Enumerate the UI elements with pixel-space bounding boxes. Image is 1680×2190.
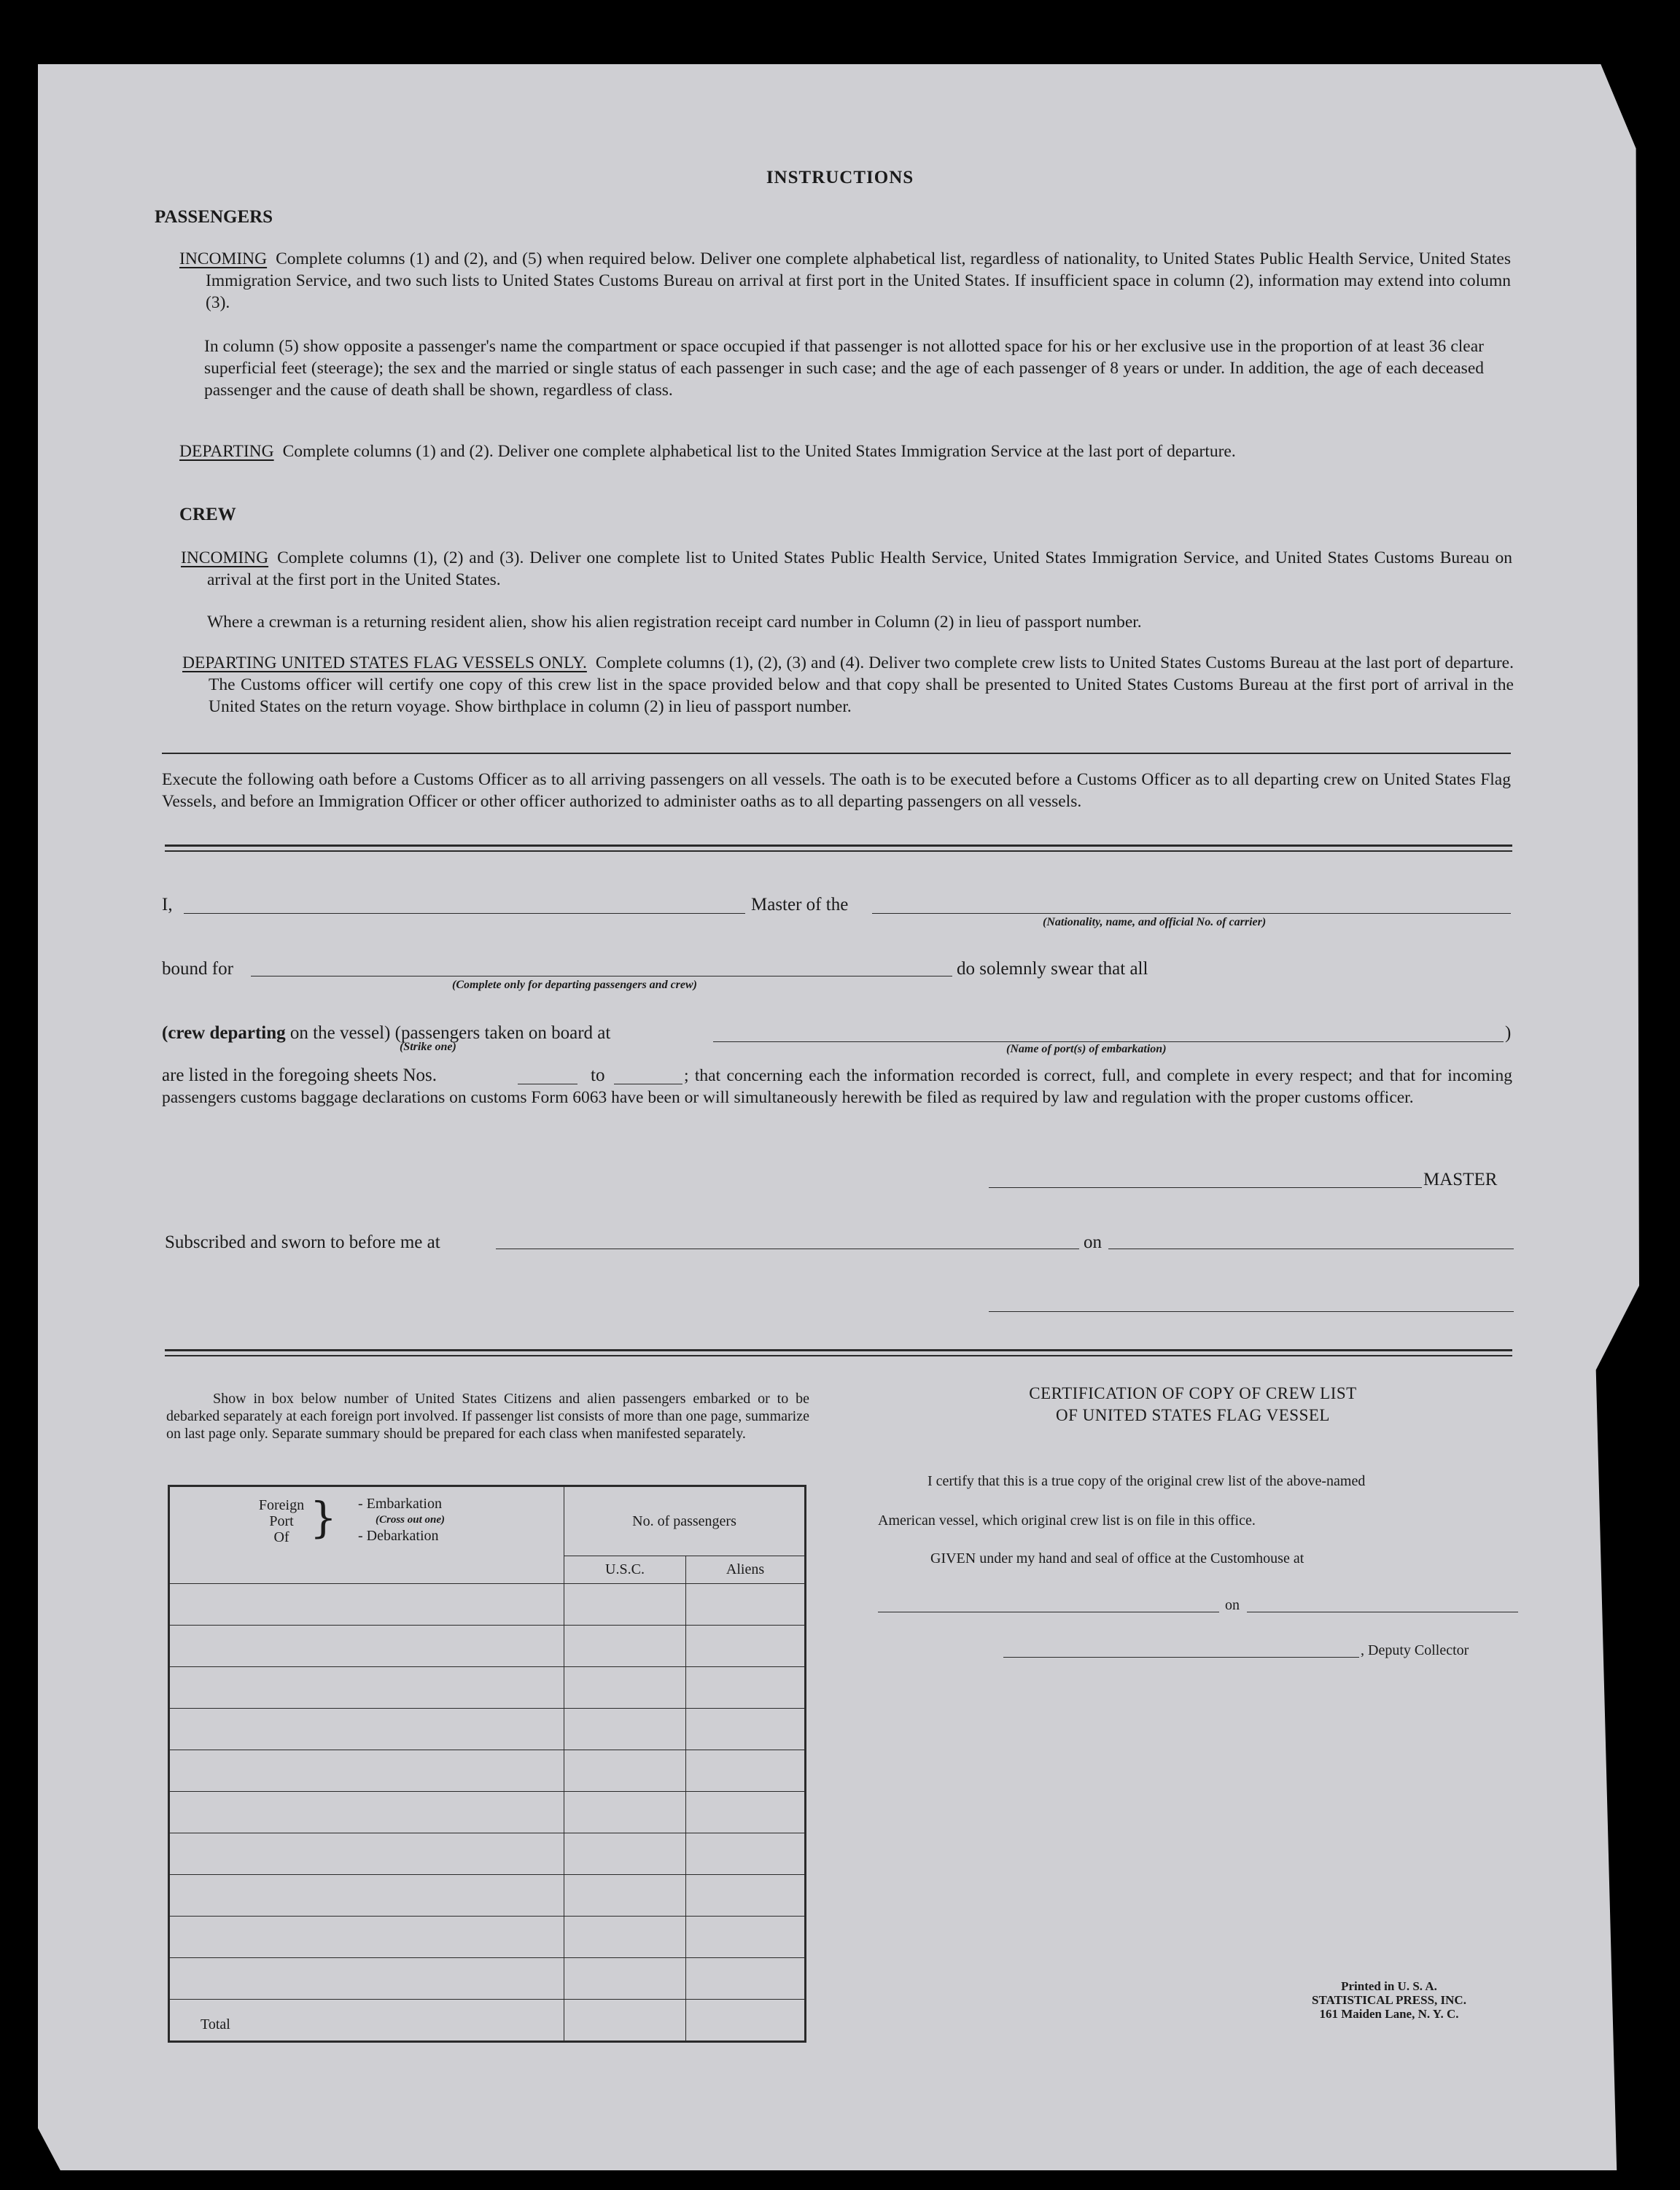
port-cell[interactable]	[169, 1833, 564, 1875]
port-cell[interactable]	[169, 1917, 564, 1958]
passengers-taken-option: (passengers taken on board at	[394, 1023, 611, 1043]
printer-line3: 161 Maiden Lane, N. Y. C.	[1319, 2007, 1459, 2021]
passengers-incoming-text: Complete columns (1) and (2), and (5) when required below. Deliver one complete alphabetical list, regardless of nationality, to United States Public Health Service, United States Immigration Service, and two such lists to United States Customs Bureau on arrival at first port in the United States. If insufficient space in column (2), information may extend into column (3).	[206, 249, 1511, 312]
port-cell[interactable]	[169, 1626, 564, 1667]
port-label-3: Of	[273, 1529, 289, 1545]
summary-total-row	[169, 2000, 806, 2042]
cross-out-label: (Cross out one)	[376, 1514, 446, 1526]
usc-cell[interactable]	[564, 1833, 686, 1875]
deputy-signature-field[interactable]	[1003, 1657, 1359, 1658]
listed-rest-text: ; that concerning each the information recorded is correct, full, and complete in every respect; and that for incoming passengers customs baggage declarations on customs Form 6063 have been or will simultaneously herewith be filed as required by law and regulation with the proper customs officer.	[162, 1066, 1512, 1107]
total-label: Total	[201, 2016, 230, 2032]
listed-rest	[162, 1065, 1512, 1108]
port-label-1: Foreign	[258, 1497, 305, 1513]
summary-note: Show in box below number of United States Citizens and alien passengers embarked or to be debarked separately at each foreign port involved. If passenger list consists of more than one page, summarize on last page only. Separate summary should be prepared for each class when manifested separately.	[166, 1391, 809, 1442]
crew-departing-strike	[162, 1023, 610, 1044]
on-label: on	[1084, 1232, 1102, 1252]
passengers-incoming-paragraph	[179, 248, 1511, 314]
port-cell[interactable]	[169, 1750, 564, 1792]
aliens-cell[interactable]	[686, 1833, 806, 1875]
i-label: I,	[162, 895, 173, 915]
aliens-cell[interactable]	[686, 1792, 806, 1833]
printer-line2: STATISTICAL PRESS, INC.	[1312, 1993, 1466, 2007]
usc-cell[interactable]	[564, 1917, 686, 1958]
carrier-caption: (Nationality, name, and official No. of carrier)	[1043, 916, 1267, 928]
crew-incoming-text: Complete columns (1), (2) and (3). Deliver one complete list to United States Public Health Service, United States Immigration Service, and United States Customs Bureau on arrival at the first port in the United States.	[207, 548, 1512, 589]
summary-row	[169, 1917, 806, 1958]
to-label: to	[591, 1065, 605, 1085]
aliens-cell[interactable]	[686, 1958, 806, 2000]
usc-cell[interactable]	[564, 1958, 686, 2000]
crew-departing-text: Complete columns (1), (2), (3) and (4). Deliver two complete crew lists to United States Customs Bureau at the last port of departure. The Customs officer will certify one copy of this crew list in the space provided below and that copy shall be presented to United States Customs Bureau at the first port of arrival in the United States on the return voyage. Show birthplace in column (2) in lieu of passport number.	[209, 653, 1514, 716]
usc-cell[interactable]	[564, 1875, 686, 1917]
passenger-summary-table	[168, 1485, 806, 2043]
certify-line1: I certify that this is a true copy of the original crew list of the above-named	[928, 1473, 1366, 1489]
deputy-collector-label: , Deputy Collector	[1361, 1642, 1469, 1658]
port-cell[interactable]	[169, 1584, 564, 1626]
printer-line1: Printed in U. S. A.	[1341, 1979, 1437, 1993]
bound-caption: (Complete only for departing passengers and crew)	[452, 979, 697, 991]
usc-cell[interactable]	[564, 1584, 686, 1626]
usc-header: U.S.C.	[564, 1556, 686, 1584]
divider-oath-bottom-2	[165, 1355, 1512, 1356]
usc-total-cell[interactable]	[564, 2000, 686, 2042]
master-of-label: Master of the	[751, 895, 849, 915]
passengers-departing-paragraph	[179, 440, 1511, 462]
port-cell[interactable]	[169, 1792, 564, 1833]
crew-incoming-paragraph	[181, 547, 1512, 591]
summary-row	[169, 1584, 806, 1626]
passengers-incoming-label: INCOMING	[179, 249, 268, 268]
aliens-cell[interactable]	[686, 1626, 806, 1667]
aliens-cell[interactable]	[686, 1667, 806, 1709]
divider-oath-bottom-1	[165, 1349, 1512, 1351]
certification-title-line1: CERTIFICATION OF COPY OF CREW LIST	[1029, 1384, 1357, 1402]
close-paren: )	[1505, 1023, 1512, 1043]
carrier-field[interactable]	[872, 913, 1511, 914]
column5-paragraph: In column (5) show opposite a passenger's name the compartment or space occupied if that passenger is not allotted space for his or her exclusive use in the proportion of at least 36 clear superficial feet (steerage); the sex and the married or single status of each passenger in such case; and the age of each passenger of 8 years or under. In addition, the age of each deceased passenger and the cause of death shall be shown, regardless of class.	[204, 337, 1484, 400]
listed-prefix: are listed in the foregoing sheets Nos.	[162, 1065, 437, 1085]
printer-imprint	[1283, 1979, 1495, 2021]
crew-departing-label: DEPARTING UNITED STATES FLAG VESSELS ONLY.	[182, 653, 587, 672]
summary-row	[169, 1667, 806, 1709]
summary-row	[169, 1875, 806, 1917]
summary-header-row	[169, 1486, 806, 1556]
master-signature-field[interactable]	[989, 1187, 1422, 1188]
divider-oath-top-1	[165, 844, 1512, 847]
summary-row	[169, 1792, 806, 1833]
instructions-title: INSTRUCTIONS	[766, 168, 914, 187]
crew-departing-paragraph	[182, 652, 1514, 718]
summary-row	[169, 1750, 806, 1792]
aliens-header: Aliens	[686, 1556, 806, 1584]
crew-departing-option: (crew departing	[162, 1023, 286, 1043]
aliens-cell[interactable]	[686, 1709, 806, 1750]
usc-cell[interactable]	[564, 1709, 686, 1750]
cert-on-label: on	[1225, 1597, 1240, 1613]
aliens-cell[interactable]	[686, 1750, 806, 1792]
embarkation-label: - Embarkation	[358, 1496, 442, 1512]
summary-row	[169, 1709, 806, 1750]
debarkation-label: - Debarkation	[358, 1528, 439, 1544]
brace-icon: }	[310, 1493, 337, 1542]
crew-incoming-label: INCOMING	[181, 548, 269, 567]
certification-title-line2: OF UNITED STATES FLAG VESSEL	[1056, 1406, 1330, 1424]
passengers-departing-text: Complete columns (1) and (2). Deliver one complete alphabetical list to the United States Immigration Service at the last port of departure.	[282, 442, 1236, 461]
usc-cell[interactable]	[564, 1792, 686, 1833]
passengers-heading: PASSENGERS	[155, 207, 273, 227]
divider-oath-top-2	[165, 850, 1512, 852]
no-passengers-header: No. of passengers	[564, 1486, 806, 1556]
port-cell[interactable]	[169, 1958, 564, 2000]
embarkation-ports-field[interactable]	[713, 1041, 1504, 1042]
passengers-departing-label: DEPARTING	[179, 442, 274, 461]
crew-alien-paragraph: Where a crewman is a returning resident alien, show his alien registration receipt card number in Column (2) in lieu of passport number.	[207, 613, 1142, 632]
port-cell[interactable]	[169, 1667, 564, 1709]
aliens-total-cell[interactable]	[686, 2000, 806, 2042]
port-label-2: Port	[269, 1513, 294, 1529]
port-header-cell	[169, 1486, 564, 1584]
bound-for-label: bound for	[162, 959, 233, 979]
given-text: GIVEN under my hand and seal of office at the Customhouse at	[930, 1550, 1304, 1566]
summary-row	[169, 1958, 806, 2000]
officer-signature-field[interactable]	[989, 1311, 1514, 1312]
certify-line2: American vessel, which original crew list is on file in this office.	[878, 1513, 1256, 1529]
aliens-cell[interactable]	[686, 1875, 806, 1917]
aliens-cell[interactable]	[686, 1584, 806, 1626]
port-cell[interactable]	[169, 1875, 564, 1917]
certification-title	[901, 1383, 1485, 1426]
summary-row	[169, 1626, 806, 1667]
subscribed-label: Subscribed and sworn to before me at	[165, 1232, 440, 1252]
port-cell[interactable]	[169, 1709, 564, 1750]
on-vessel-text: on the vessel)	[289, 1023, 391, 1043]
master-label: MASTER	[1423, 1170, 1498, 1189]
divider-instructions	[162, 753, 1511, 754]
crew-heading: CREW	[179, 505, 236, 524]
oath-intro: Execute the following oath before a Customs Officer as to all arriving passengers on all vessels. The oath is to be executed before a Customs Officer as to all departing crew on United States Flag Vessels, and before an Immigration Officer or other officer authorized to administer oaths as to all departing passengers on all vessels.	[162, 770, 1511, 811]
aliens-cell[interactable]	[686, 1917, 806, 1958]
ports-caption: (Name of port(s) of embarkation)	[1006, 1043, 1167, 1055]
summary-row	[169, 1833, 806, 1875]
usc-cell[interactable]	[564, 1667, 686, 1709]
usc-cell[interactable]	[564, 1750, 686, 1792]
strike-caption: (Strike one)	[400, 1041, 456, 1053]
usc-cell[interactable]	[564, 1626, 686, 1667]
swear-label: do solemnly swear that all	[957, 959, 1148, 979]
master-name-field[interactable]	[184, 913, 745, 914]
